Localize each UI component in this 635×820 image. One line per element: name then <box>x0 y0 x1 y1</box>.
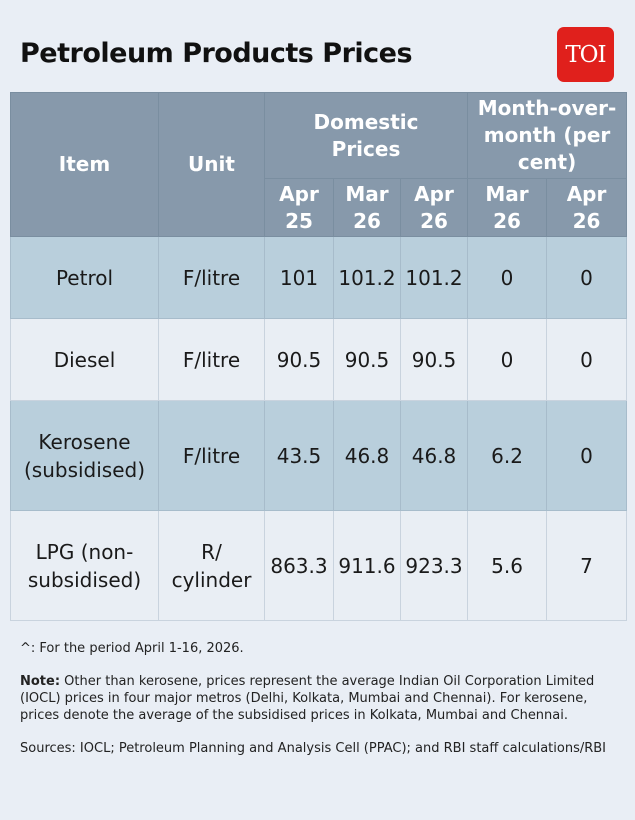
value-cell: 46.8 <box>401 401 468 511</box>
value-cell: 43.5 <box>265 401 334 511</box>
unit-cell: F/litre <box>159 319 265 401</box>
value-cell: 6.2 <box>468 401 547 511</box>
value-cell: 911.6 <box>334 511 401 621</box>
subheader: Apr 26 <box>547 179 627 237</box>
value-cell: 0 <box>547 401 627 511</box>
page-title: Petroleum Products Prices <box>20 38 413 69</box>
value-cell: 90.5 <box>334 319 401 401</box>
header-item: Item <box>11 93 159 237</box>
item-cell: Petrol <box>11 237 159 319</box>
value-cell: 0 <box>468 319 547 401</box>
header-domestic-prices: Domestic Prices <box>265 93 468 179</box>
unit-cell: F/litre <box>159 237 265 319</box>
note-label: Note: <box>20 674 61 689</box>
value-cell: 0 <box>547 237 627 319</box>
table-row <box>11 401 627 511</box>
value-cell: 923.3 <box>401 511 468 621</box>
value-cell: 101 <box>265 237 334 319</box>
value-cell: 5.6 <box>468 511 547 621</box>
subheader: Mar 26 <box>334 179 401 237</box>
item-cell: Diesel <box>11 319 159 401</box>
value-cell: 0 <box>468 237 547 319</box>
value-cell: 0 <box>547 319 627 401</box>
value-cell: 90.5 <box>401 319 468 401</box>
note <box>20 673 610 724</box>
header-unit: Unit <box>159 93 265 237</box>
unit-cell: R/ cylinder <box>159 511 265 621</box>
footnote: ^: For the period April 1-16, 2026. <box>20 641 244 656</box>
notes <box>20 640 610 773</box>
note-text: Other than kerosene, prices represent the average Indian Oil Corporation Limited (IOCL) prices in four major metros (Delhi, Kolkata, Mumbai and Chennai). For kerosene, prices denote the average of the subsidised prices in Kolkata, Mumbai and Chennai. <box>20 674 595 723</box>
prices-table <box>10 92 627 621</box>
subheader: Apr 26 <box>401 179 468 237</box>
value-cell: 101.2 <box>334 237 401 319</box>
value-cell: 863.3 <box>265 511 334 621</box>
header-month-over-month: Month-over-month (per cent) <box>468 93 627 179</box>
value-cell: 101.2 <box>401 237 468 319</box>
unit-cell: F/litre <box>159 401 265 511</box>
item-cell: Kerosene (subsidised) <box>11 401 159 511</box>
subheader: Apr 25 <box>265 179 334 237</box>
subheader: Mar 26 <box>468 179 547 237</box>
item-cell: LPG (non-subsidised) <box>11 511 159 621</box>
sources: Sources: IOCL; Petroleum Planning and Analysis Cell (PPAC); and RBI staff calculations/RBI <box>20 741 607 756</box>
value-cell: 90.5 <box>265 319 334 401</box>
table-row <box>11 319 627 401</box>
table-row <box>11 237 627 319</box>
toi-logo: TOI <box>557 27 614 82</box>
value-cell: 7 <box>547 511 627 621</box>
value-cell: 46.8 <box>334 401 401 511</box>
table-row <box>11 511 627 621</box>
